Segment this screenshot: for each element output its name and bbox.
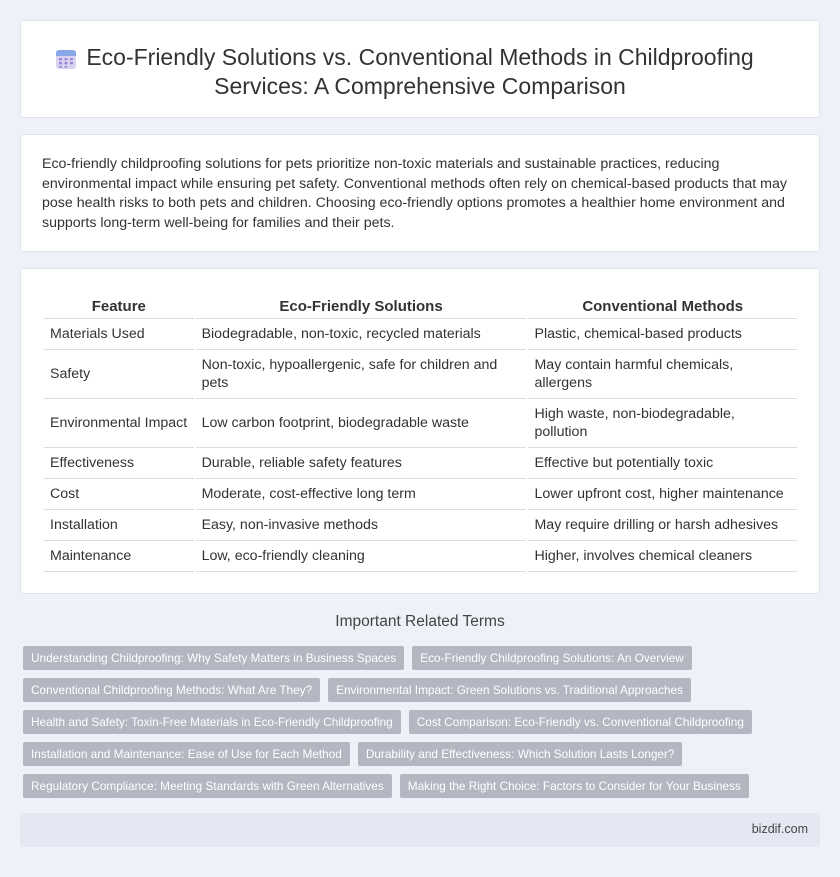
footer-site-link[interactable]: bizdif.com bbox=[751, 822, 808, 836]
eco-cell: Low carbon footprint, biodegradable waste bbox=[196, 399, 527, 448]
eco-cell: Biodegradable, non-toxic, recycled materials bbox=[196, 319, 527, 350]
related-term-tag[interactable]: Making the Right Choice: Factors to Consider for Your Business bbox=[400, 774, 749, 798]
header-card bbox=[20, 20, 820, 118]
related-term-tag[interactable]: Environmental Impact: Green Solutions vs. Traditional Approaches bbox=[328, 678, 691, 702]
conventional-cell: Higher, involves chemical cleaners bbox=[528, 541, 797, 572]
conventional-cell: May contain harmful chemicals, allergens bbox=[528, 350, 797, 399]
table-row bbox=[44, 448, 797, 479]
related-term-tag[interactable]: Durability and Effectiveness: Which Solution Lasts Longer? bbox=[358, 742, 683, 766]
page-title: Eco-Friendly Solutions vs. Conventional Methods in Childproofing Services: A Comprehensive Comparison bbox=[86, 44, 754, 99]
feature-cell: Materials Used bbox=[44, 319, 194, 350]
feature-cell: Effectiveness bbox=[44, 448, 194, 479]
related-term-tag[interactable]: Installation and Maintenance: Ease of Use for Each Method bbox=[23, 742, 350, 766]
feature-cell: Environmental Impact bbox=[44, 399, 194, 448]
related-term-tag[interactable]: Conventional Childproofing Methods: What Are They? bbox=[23, 678, 320, 702]
conventional-cell: Effective but potentially toxic bbox=[528, 448, 797, 479]
related-term-tag[interactable]: Cost Comparison: Eco-Friendly vs. Conventional Childproofing bbox=[409, 710, 752, 734]
table-row bbox=[44, 479, 797, 510]
column-header-feature: Feature bbox=[44, 296, 194, 319]
feature-cell: Safety bbox=[44, 350, 194, 399]
feature-cell: Maintenance bbox=[44, 541, 194, 572]
column-header-eco-friendly: Eco-Friendly Solutions bbox=[196, 296, 527, 319]
related-term-tag[interactable]: Regulatory Compliance: Meeting Standards with Green Alternatives bbox=[23, 774, 392, 798]
footer bbox=[20, 813, 820, 847]
conventional-cell: High waste, non-biodegradable, pollution bbox=[528, 399, 797, 448]
comparison-table-card bbox=[20, 268, 820, 594]
table-row bbox=[44, 319, 797, 350]
eco-cell: Low, eco-friendly cleaning bbox=[196, 541, 527, 572]
conventional-cell: Lower upfront cost, higher maintenance bbox=[528, 479, 797, 510]
intro-card bbox=[20, 134, 820, 252]
table-row bbox=[44, 399, 797, 448]
table-header-row bbox=[44, 296, 797, 319]
comparison-table bbox=[42, 296, 799, 572]
eco-cell: Non-toxic, hypoallergenic, safe for children and pets bbox=[196, 350, 527, 399]
eco-cell: Moderate, cost-effective long term bbox=[196, 479, 527, 510]
conventional-cell: Plastic, chemical-based products bbox=[528, 319, 797, 350]
column-header-conventional: Conventional Methods bbox=[528, 296, 797, 319]
related-term-tag[interactable]: Eco-Friendly Childproofing Solutions: An Overview bbox=[412, 646, 692, 670]
conventional-cell: May require drilling or harsh adhesives bbox=[528, 510, 797, 541]
eco-cell: Easy, non-invasive methods bbox=[196, 510, 527, 541]
related-term-tag[interactable]: Health and Safety: Toxin-Free Materials in Eco-Friendly Childproofing bbox=[23, 710, 401, 734]
related-terms-heading: Important Related Terms bbox=[335, 613, 505, 630]
feature-cell: Installation bbox=[44, 510, 194, 541]
eco-cell: Durable, reliable safety features bbox=[196, 448, 527, 479]
table-row bbox=[44, 510, 797, 541]
table-row bbox=[44, 350, 797, 399]
feature-cell: Cost bbox=[44, 479, 194, 510]
intro-paragraph: Eco-friendly childproofing solutions for pets prioritize non-toxic materials and sustainable practices, reducing environmental impact while ensuring pet safety. Conventional methods often rely on chemical-based products that may pose health risks to both pets and children. Choosing eco-friendly options promotes a healthier home environment and supports long-term well-being for families and their pets. bbox=[42, 156, 787, 231]
table-row bbox=[44, 541, 797, 572]
related-terms-list bbox=[23, 646, 823, 806]
related-term-tag[interactable]: Understanding Childproofing: Why Safety Matters in Business Spaces bbox=[23, 646, 404, 670]
